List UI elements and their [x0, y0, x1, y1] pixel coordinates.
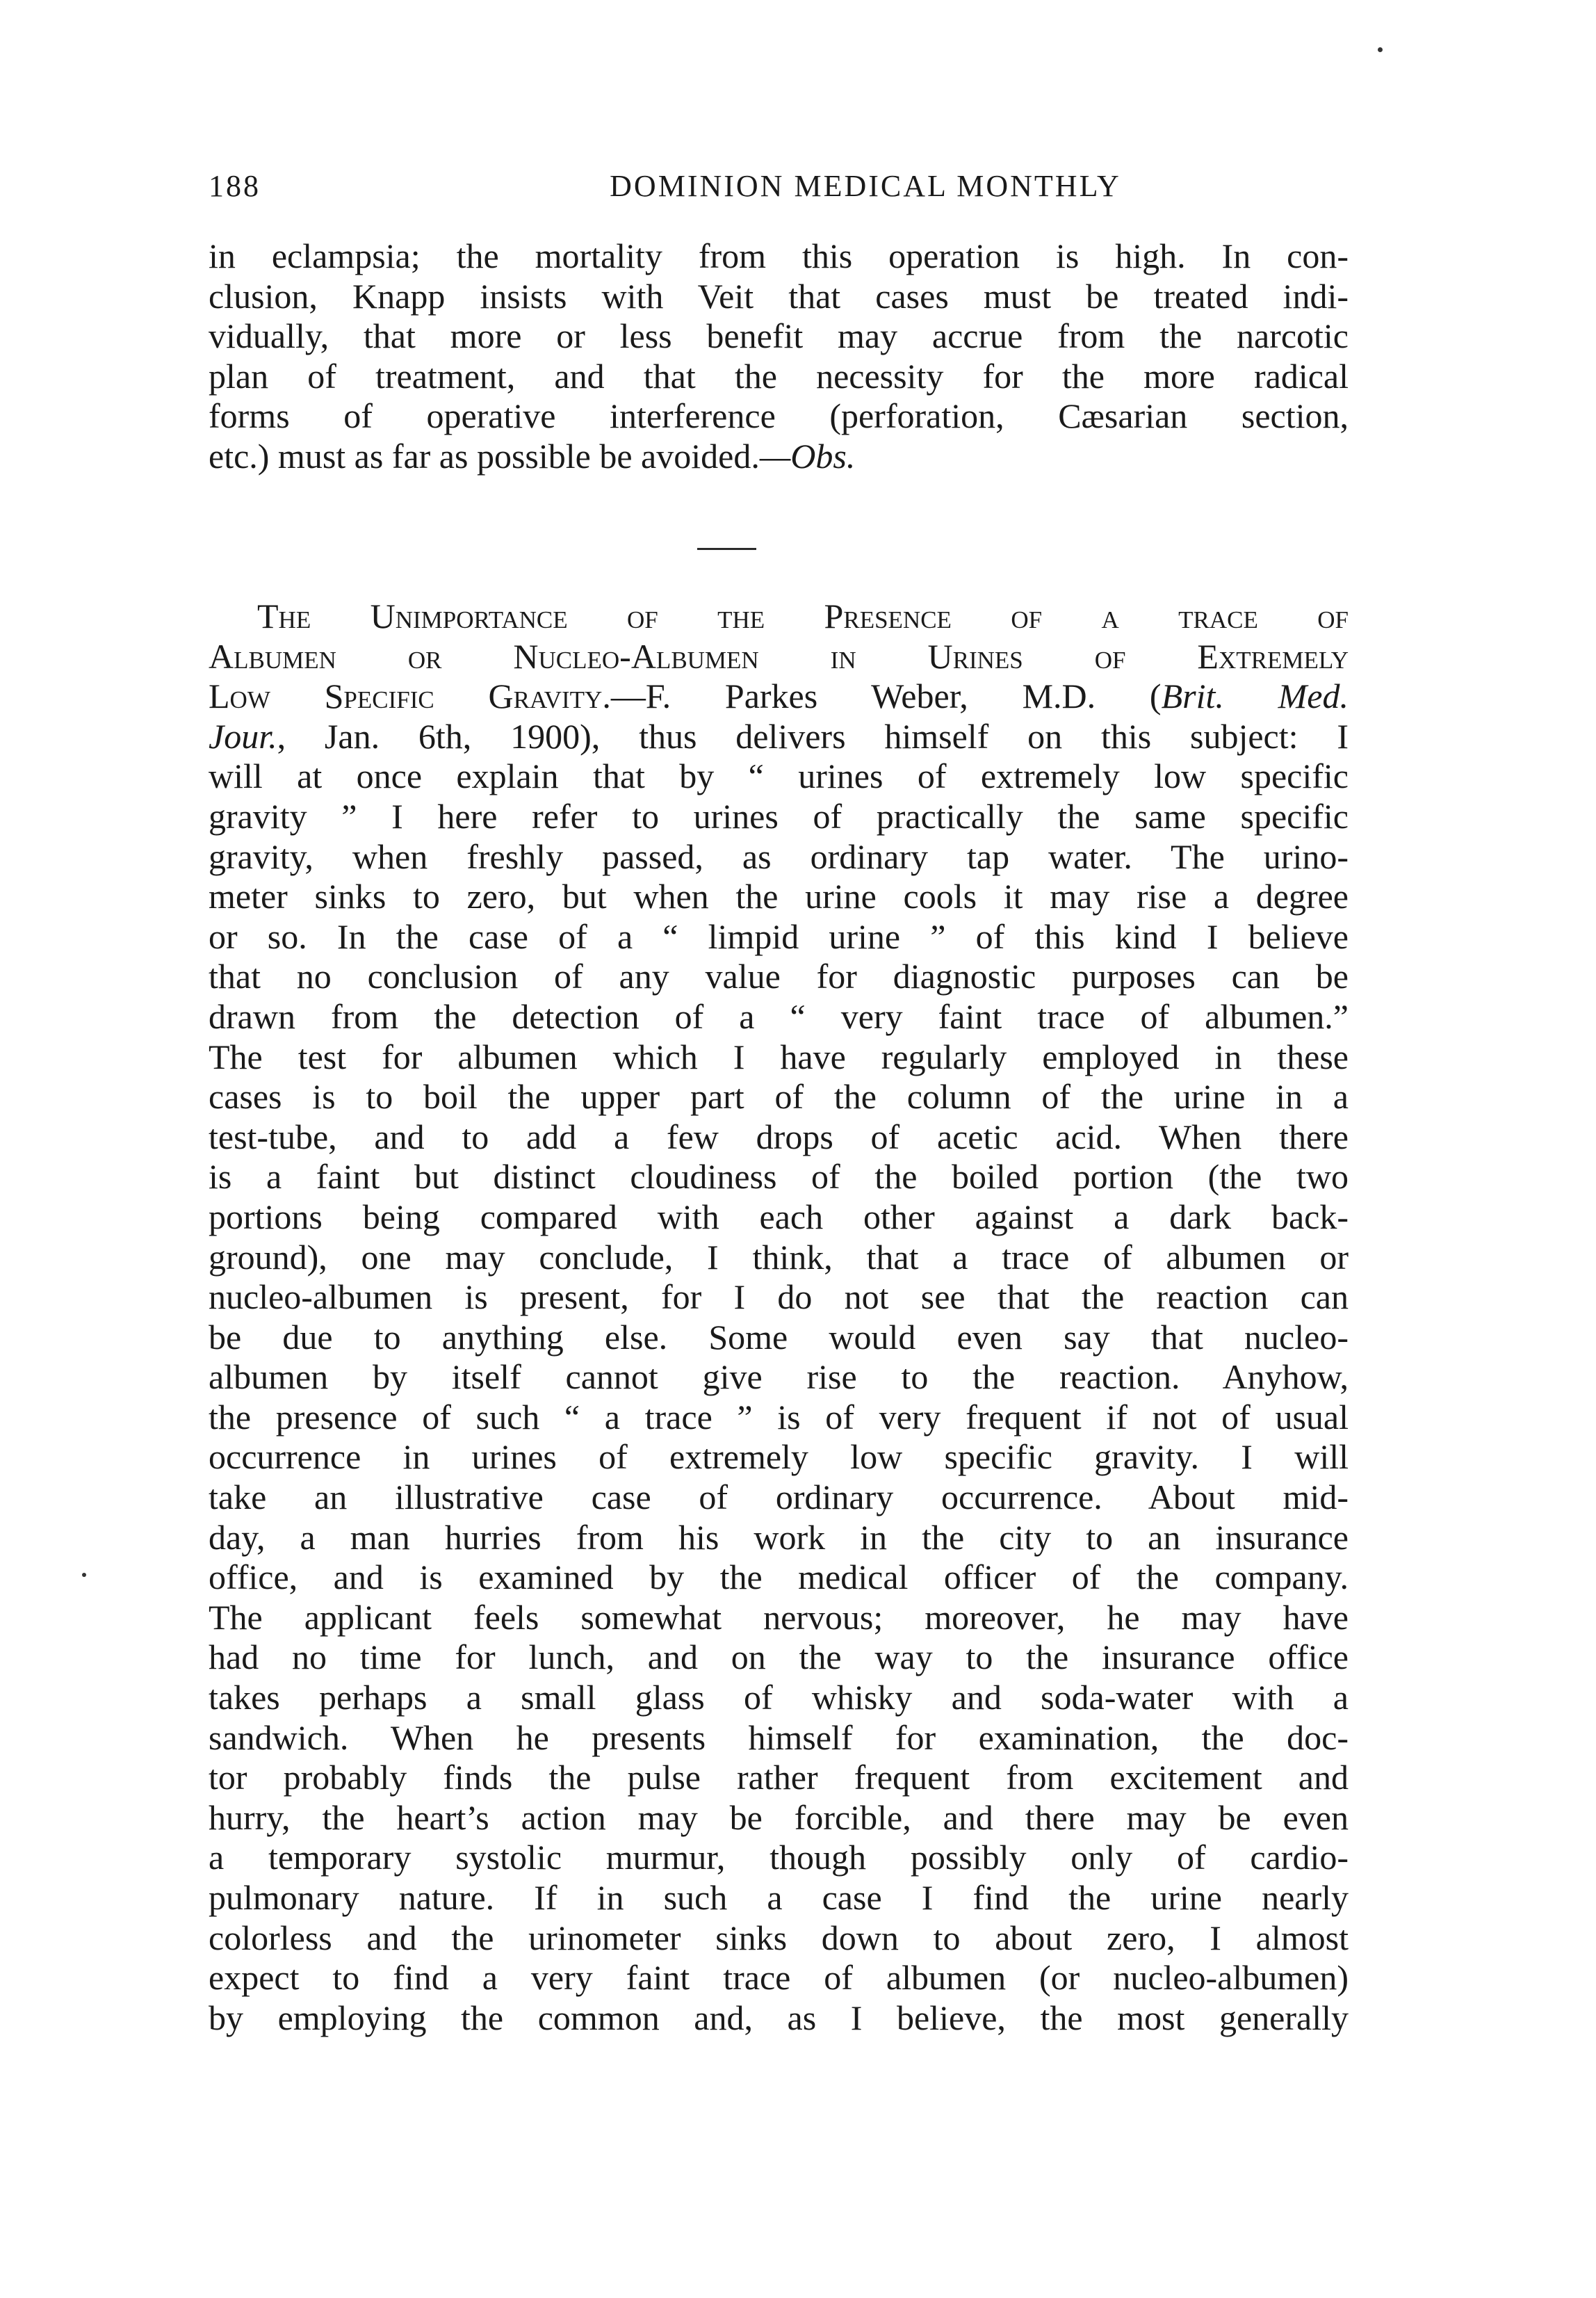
text-line: day, a man hurries from his work in the city to an insurance — [209, 1517, 1349, 1557]
text-line: by employing the common and, as I believe, the most generally — [209, 1998, 1349, 2037]
text-line: hurry, the heart’s action may be forcible, and there may be even — [209, 1797, 1349, 1837]
text-line: a temporary systolic murmur, though possibly only of cardio- — [209, 1838, 1349, 1877]
text-line: or so. In the case of a “ limpid urine ” of this kind I believe — [209, 916, 1349, 956]
text-line: had no time for lunch, and on the way to the insurance office — [209, 1637, 1349, 1677]
text-line: the presence of such “ a trace ” is of very frequent if not of usual — [209, 1397, 1349, 1437]
text-line: test-tube, and to add a few drops of acetic acid. When there — [209, 1117, 1349, 1156]
author-name: —F. Parkes Weber, M.D. ( — [610, 677, 1162, 716]
text-line — [209, 677, 1349, 717]
text-line: albumen by itself cannot give rise to the reaction. Anyhow, — [209, 1357, 1349, 1397]
text-line: The applicant feels somewhat nervous; moreover, he may have — [209, 1597, 1349, 1637]
text-line: gravity, when freshly passed, as ordinary tap water. The urino- — [209, 836, 1349, 876]
text-line: meter sinks to zero, but when the urine cools it may rise a degree — [209, 877, 1349, 916]
text-line — [209, 717, 1349, 757]
text-line: ground), one may conclude, I think, that a trace of albumen or — [209, 1237, 1349, 1277]
text-line: sandwich. When he presents himself for examination, the doc- — [209, 1717, 1349, 1757]
text-line: colorless and the urinometer sinks down to about zero, I almost — [209, 1918, 1349, 1957]
text-line: is a faint but distinct cloudiness of the boiled portion (the two — [209, 1157, 1349, 1197]
text-line: gravity ” I here refer to urines of practically the same specific — [209, 796, 1349, 836]
text-line: take an illustrative case of ordinary occurrence. About mid- — [209, 1478, 1349, 1517]
paragraph-eclampsia — [209, 236, 1349, 477]
text-line: tor probably finds the pulse rather frequent from excitement and — [209, 1758, 1349, 1797]
text-line: office, and is examined by the medical officer of the company. — [209, 1557, 1349, 1597]
text-line: takes perhaps a small glass of whisky and soda-water with a — [209, 1678, 1349, 1717]
text-line: forms of operative interference (perforation, Cæsarian section, — [209, 396, 1349, 436]
journal-title: DOMINION MEDICAL MONTHLY — [610, 169, 1121, 203]
page-number: 188 — [209, 169, 261, 203]
text-line: portions being compared with each other against a dark back- — [209, 1197, 1349, 1236]
text-fragment: etc.) must as far as possible be avoided. — [209, 436, 760, 476]
text-line: expect to find a very faint trace of albumen (or nucleo-albumen) — [209, 1958, 1349, 1998]
text-line: clusion, Knapp insists with Veit that cases must be treated indi- — [209, 276, 1349, 316]
paragraph-albumen — [209, 597, 1349, 2038]
text-line: plan of treatment, and that the necessity for the more radical — [209, 356, 1349, 396]
print-speck — [1378, 47, 1383, 52]
section-divider — [697, 548, 756, 550]
text-line: cases is to boil the upper part of the column of the urine in a — [209, 1077, 1349, 1117]
text-line: nucleo-albumen is present, for I do not see that the reaction can — [209, 1277, 1349, 1317]
text-line: pulmonary nature. If in such a case I find the urine nearly — [209, 1878, 1349, 1917]
citation-journal: Brit. Med. — [1161, 677, 1349, 716]
text-line: in eclampsia; the mortality from this operation is high. In con- — [209, 236, 1349, 275]
text-line: be due to anything else. Some would even say that nucleo- — [209, 1317, 1349, 1357]
text-line: drawn from the detection of a “ very faint trace of albumen.” — [209, 996, 1349, 1036]
article-title-line: Albumen or Nucleo-Albumen in Urines of Extremely — [209, 636, 1349, 676]
text-line — [209, 437, 1349, 477]
text-line: occurrence in urines of extremely low specific gravity. I will — [209, 1437, 1349, 1477]
citation-journal: Jour. — [209, 716, 277, 756]
article-title-line: The Unimportance of the Presence of a trace of — [257, 597, 1349, 636]
text-line: that no conclusion of any value for diagnostic purposes can be — [209, 957, 1349, 996]
article-title-line: Low Specific Gravity. — [209, 677, 611, 716]
source-abbreviation: —Obs. — [759, 436, 856, 476]
text-line: vidually, that more or less benefit may accrue from the narcotic — [209, 316, 1349, 356]
text-line: will at once explain that by “ urines of extremely low specific — [209, 756, 1349, 796]
running-head — [209, 168, 1349, 210]
text-line: The test for albumen which I have regularly employed in these — [209, 1037, 1349, 1076]
print-speck — [82, 1573, 86, 1577]
citation-date: , Jan. 6th, 1900), thus delivers himself on this subject: I — [277, 716, 1349, 756]
